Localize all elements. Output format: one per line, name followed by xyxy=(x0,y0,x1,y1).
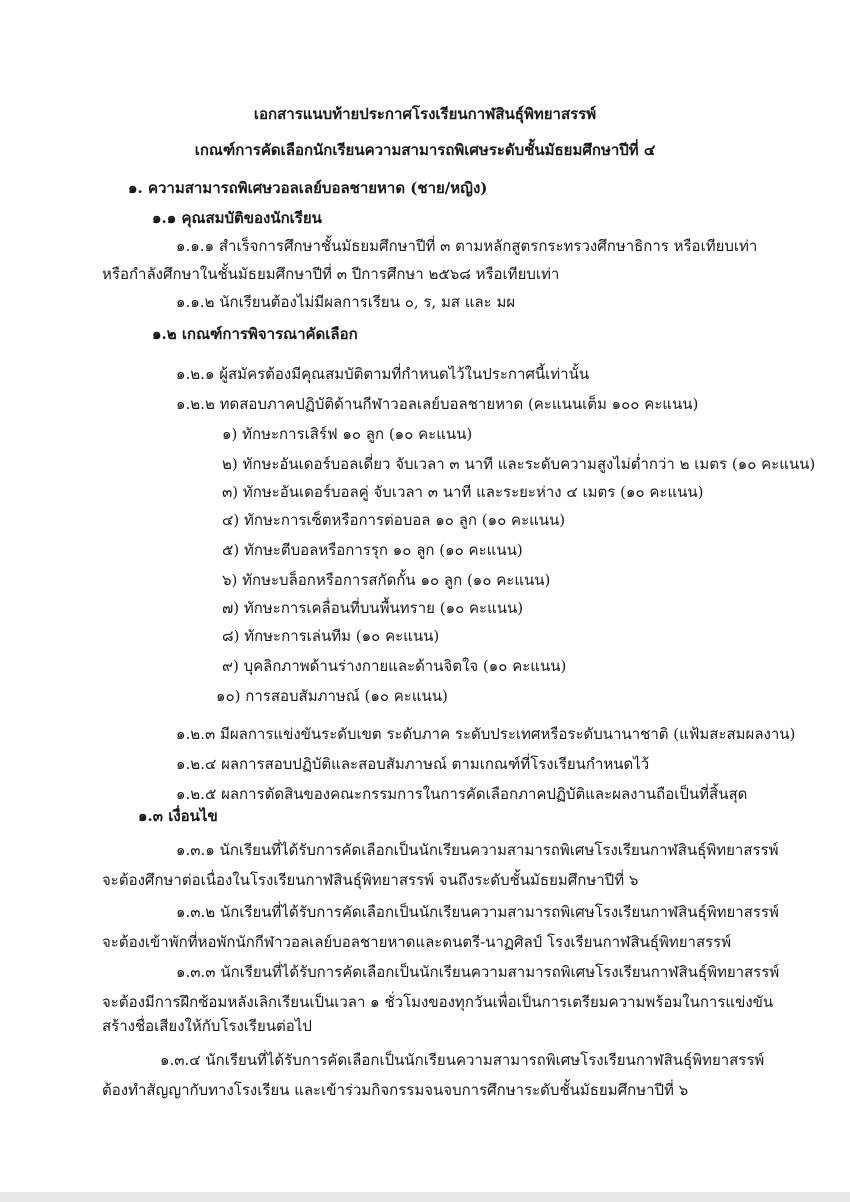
item-1-2-3: ๑.๒.๓ มีผลการแข่งขันระดับเขต ระดับภาค ระดับประเทศหรือระดับนานาชาติ (แฟ้มสะสมผลงาน) xyxy=(176,725,796,743)
section-1-heading: ๑. ความสามารถพิเศษวอลเลย์บอลชายหาด (ชาย/หญิง) xyxy=(128,179,488,197)
item-1-2-5: ๑.๒.๕ ผลการตัดสินของคณะกรรมการในการคัดเลือกภาคปฏิบัติและผลงานถือเป็นที่สิ้นสุด xyxy=(176,785,748,803)
condition-1-3-4-cont: ต้องทำสัญญากับทางโรงเรียน และเข้าร่วมกิจกรรมจนจบการศึกษาระดับชั้นมัธยมศึกษาปีที่ ๖ xyxy=(102,1081,689,1099)
skill-item: ๓) ทักษะอันเดอร์บอลคู่ จับเวลา ๓ นาที และระยะห่าง ๔ เมตร (๑๐ คะแนน) xyxy=(222,483,704,501)
skill-item: ๒) ทักษะอันเดอร์บอลเดี่ยว จับเวลา ๓ นาที และระดับความสูงไม่ต่ำกว่า ๒ เมตร (๑๐ คะแนน) xyxy=(222,455,816,473)
condition-1-3-2-cont: จะต้องเข้าพักที่หอพักนักกีฬาวอลเลย์บอลชายหาดและดนตรี-นาฏศิลป์ โรงเรียนกาฬสินธุ์พิทยาสรรพ์ xyxy=(102,933,732,951)
doc-title-line2: เกณฑ์การคัดเลือกนักเรียนความสามารถพิเศษระดับชั้นมัธยมศึกษาปีที่ ๔ xyxy=(194,141,656,159)
item-1-2-4: ๑.๒.๔ ผลการสอบปฏิบัติและสอบสัมภาษณ์ ตามเกณฑ์ที่โรงเรียนกำหนดไว้ xyxy=(176,755,650,773)
section-1-2-heading: ๑.๒ เกณฑ์การพิจารณาคัดเลือก xyxy=(152,325,358,343)
section-1-1-heading: ๑.๑ คุณสมบัติของนักเรียน xyxy=(152,209,322,227)
condition-1-3-2: ๑.๓.๒ นักเรียนที่ได้รับการคัดเลือกเป็นนักเรียนความสามารถพิเศษโรงเรียนกาฬสินธุ์พิทยาสรรพ์ xyxy=(176,903,779,921)
skill-item: ๙) บุคลิกภาพด้านร่างกายและด้านจิตใจ (๑๐ คะแนน) xyxy=(222,657,567,675)
skill-item: ๔) ทักษะการเซ็ตหรือการต่อบอล ๑๐ ลูก (๑๐ คะแนน) xyxy=(222,511,566,529)
condition-1-3-3: ๑.๓.๓ นักเรียนที่ได้รับการคัดเลือกเป็นนักเรียนความสามารถพิเศษโรงเรียนกาฬสินธุ์พิทยาสรรพ์ xyxy=(176,963,780,981)
item-1-2-1: ๑.๒.๑ ผู้สมัครต้องมีคุณสมบัติตามที่กำหนดไว้ในประกาศนี้เท่านั้น xyxy=(176,365,590,383)
condition-1-3-3-cont2: สร้างชื่อเสียงให้กับโรงเรียนต่อไป xyxy=(102,1017,312,1035)
section-1-3-heading: ๑.๓ เงื่อนไข xyxy=(138,807,218,825)
condition-1-3-3-cont: จะต้องมีการฝึกซ้อมหลังเลิกเรียนเป็นเวลา ๑ ชั่วโมงของทุกวันเพื่อเป็นการเตรียมความพร้อมในการแข่งขัน xyxy=(102,993,774,1011)
scan-bottom-edge xyxy=(0,1192,850,1202)
item-1-2-2: ๑.๒.๒ ทดสอบภาคปฏิบัติด้านกีฬาวอลเลย์บอลชายหาด (คะแนนเต็ม ๑๐๐ คะแนน) xyxy=(176,395,699,413)
skill-item: ๑) ทักษะการเสิร์ฟ ๑๐ ลูก (๑๐ คะแนน) xyxy=(222,425,473,443)
skill-item: ๗) ทักษะการเคลื่อนที่บนพื้นทราย (๑๐ คะแนน) xyxy=(222,599,524,617)
condition-1-3-4: ๑.๓.๔ นักเรียนที่ได้รับการคัดเลือกเป็นนักเรียนความสามารถพิเศษโรงเรียนกาฬสินธุ์พิทยาสรรพ์ xyxy=(160,1051,765,1069)
skill-item: ๑๐) การสอบสัมภาษณ์ (๑๐ คะแนน) xyxy=(216,687,448,705)
item-1-1-2: ๑.๑.๒ นักเรียนต้องไม่มีผลการเรียน ๐, ร, มส และ มผ xyxy=(176,293,516,311)
doc-title-line1: เอกสารแนบท้ายประกาศโรงเรียนกาฬสินธุ์พิทยาสรรพ์ xyxy=(253,105,597,123)
item-1-1-1: ๑.๑.๑ สำเร็จการศึกษาชั้นมัธยมศึกษาปีที่ ๓ ตามหลักสูตรกระทรวงศึกษาธิการ หรือเทียบเท่า xyxy=(176,237,758,255)
skill-item: ๘) ทักษะการเล่นทีม (๑๐ คะแนน) xyxy=(222,627,440,645)
skill-item: ๖) ทักษะบล็อกหรือการสกัดกั้น ๑๐ ลูก (๑๐ คะแนน) xyxy=(222,571,551,589)
condition-1-3-1-cont: จะต้องศึกษาต่อเนื่องในโรงเรียนกาฬสินธุ์พิทยาสรรพ์ จนถึงระดับชั้นมัธยมศึกษาปีที่ ๖ xyxy=(102,871,639,889)
item-1-1-1-cont: หรือกำลังศึกษาในชั้นมัธยมศึกษาปีที่ ๓ ปีการศึกษา ๒๕๖๘ หรือเทียบเท่า xyxy=(102,265,560,283)
condition-1-3-1: ๑.๓.๑ นักเรียนที่ได้รับการคัดเลือกเป็นนักเรียนความสามารถพิเศษโรงเรียนกาฬสินธุ์พิทยาสรรพ์ xyxy=(176,841,779,859)
skill-item: ๕) ทักษะตีบอลหรือการรุก ๑๐ ลูก (๑๐ คะแนน) xyxy=(222,541,523,559)
